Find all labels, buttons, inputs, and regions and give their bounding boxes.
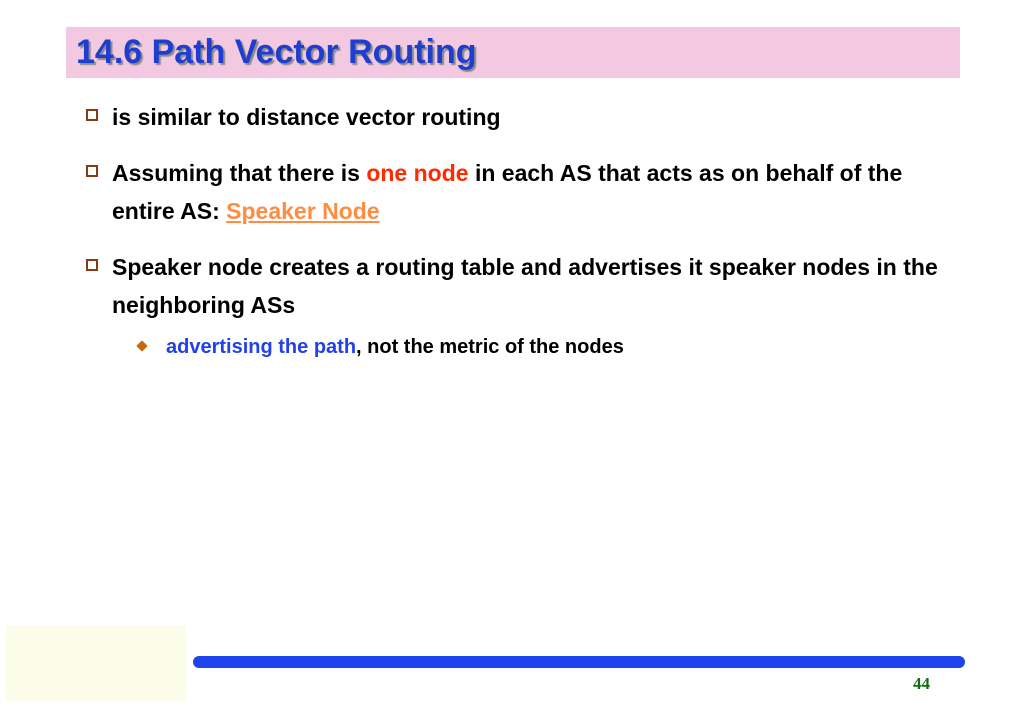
- bullet-item-3: [84, 248, 964, 324]
- bullet-2-text-middle: in each AS that acts as on behalf of the entire AS:: [112, 160, 903, 224]
- square-bullet-icon: [86, 165, 98, 177]
- footer-decoration-box: [6, 625, 186, 701]
- bullet-2-text-before: Assuming that there is: [112, 160, 367, 186]
- square-bullet-icon: [86, 259, 98, 271]
- one-node-highlight: one node: [366, 160, 469, 186]
- footer-blue-line: [193, 656, 965, 668]
- sub-bullet-item-1: [134, 332, 964, 362]
- slide-title: 14.6 Path Vector Routing: [76, 33, 477, 71]
- bullet-3-text: [112, 248, 964, 324]
- advertising-path-highlight: advertising the path: [166, 336, 357, 358]
- diamond-bullet-icon: [136, 340, 147, 351]
- bullet-item-2: [84, 154, 964, 230]
- bullet-3-main-text: Speaker node creates a routing table and advertises it speaker nodes in the neighboring ASs: [112, 254, 938, 318]
- slide-content: [84, 98, 964, 362]
- title-bar: [66, 27, 960, 78]
- sub-bullet-1-text: , not the metric of the nodes: [356, 336, 624, 358]
- bullet-2-text: [112, 154, 964, 230]
- speaker-node-link[interactable]: Speaker Node: [226, 198, 380, 224]
- page-number: 44: [913, 674, 930, 693]
- bullet-1-text: is similar to distance vector routing: [112, 104, 501, 130]
- bullet-item-1: [84, 98, 964, 136]
- square-bullet-icon: [86, 109, 98, 121]
